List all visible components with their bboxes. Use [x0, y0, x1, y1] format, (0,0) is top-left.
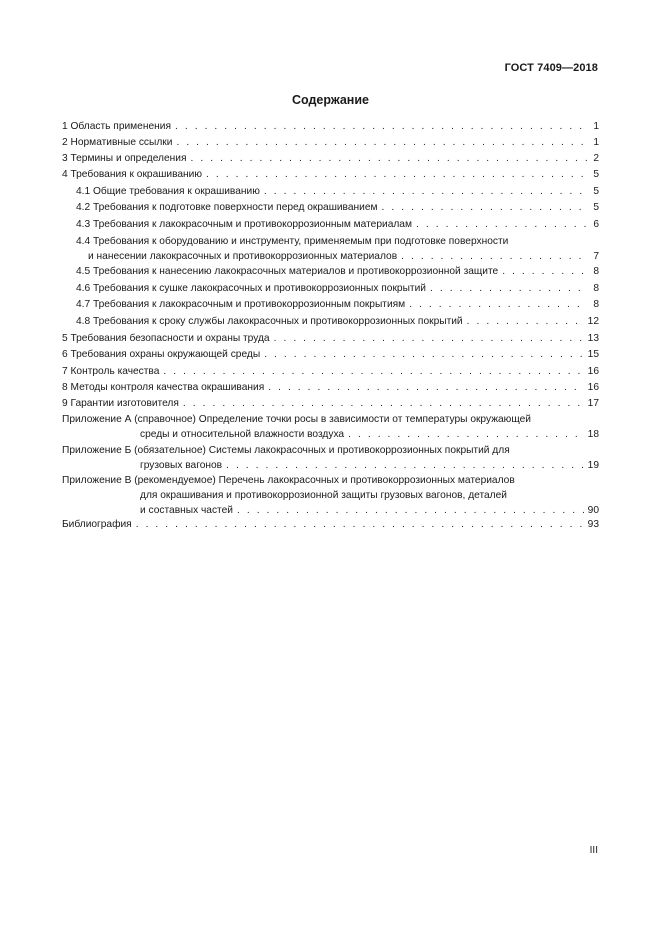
toc-entry[interactable]	[62, 396, 599, 411]
toc-entry-title: 4.5 Требования к нанесению лакокрасочных материалов и противокоррозионной защите	[76, 266, 499, 277]
toc-entry-page: 16	[587, 366, 599, 377]
toc-entry-title: 4.4 Требования к оборудованию и инструменту, применяемым при подготовке поверхности	[76, 236, 509, 247]
dot-leader	[206, 167, 587, 182]
toc-subentry[interactable]	[62, 234, 599, 264]
toc-entry-page: 1	[593, 121, 599, 132]
toc-entry-page: 90	[587, 505, 599, 516]
toc-entry-title: 4.8 Требования к сроку службы лакокрасочных и противокоррозионных покрытий	[76, 316, 463, 327]
toc-entry-page: 5	[593, 169, 599, 180]
dot-leader	[190, 151, 587, 166]
toc-entry-page: 15	[587, 349, 599, 360]
toc-entry[interactable]	[62, 347, 599, 362]
toc-entry[interactable]	[62, 167, 599, 182]
dot-leader	[175, 119, 587, 134]
toc-subentry[interactable]	[62, 200, 599, 215]
dot-leader	[226, 458, 584, 473]
toc-appendix-entry[interactable]	[62, 443, 599, 473]
toc-entry-title: 1 Область применения	[62, 121, 171, 132]
toc-entry-page: 19	[587, 460, 599, 471]
toc-entry-title: 2 Нормативные ссылки	[62, 137, 173, 148]
dot-leader	[416, 217, 587, 232]
dot-leader	[409, 297, 587, 312]
dot-leader	[382, 200, 587, 215]
toc-entry-title: 7 Контроль качества	[62, 366, 160, 377]
toc-entry[interactable]	[62, 517, 599, 532]
toc-appendix-entry[interactable]	[62, 473, 599, 518]
toc-entry-title: 8 Методы контроля качества окрашивания	[62, 382, 265, 393]
toc-entry-page: 16	[587, 382, 599, 393]
toc-entry-title-cont: и нанесении лакокрасочных и противокоррозионных материалов	[88, 251, 398, 262]
toc-entry-title: Приложение Б (обязательное) Системы лакокрасочных и противокоррозионных покрытий для	[62, 445, 510, 456]
toc-entry-title-cont: грузовых вагонов	[140, 460, 223, 471]
toc-subentry[interactable]	[62, 314, 599, 329]
toc-subentry[interactable]	[62, 281, 599, 296]
toc-entry-page: 13	[587, 333, 599, 344]
document-id: ГОСТ 7409—2018	[504, 62, 598, 74]
toc-subentry[interactable]	[62, 264, 599, 279]
toc-entry-page: 18	[587, 429, 599, 440]
dot-leader	[401, 249, 587, 264]
toc-entry-page: 5	[593, 202, 599, 213]
toc-entry-page: 93	[587, 519, 599, 530]
toc-entry-page: 17	[587, 398, 599, 409]
toc-entry-page: 7	[593, 251, 599, 262]
toc-entry[interactable]	[62, 135, 599, 150]
toc-entry-title: 4.3 Требования к лакокрасочным и противокоррозионным материалам	[76, 219, 412, 230]
dot-leader	[274, 331, 584, 346]
toc-entry-page: 2	[593, 153, 599, 164]
toc-entry-title: 4.2 Требования к подготовке поверхности перед окрашиванием	[76, 202, 378, 213]
dot-leader	[467, 314, 584, 329]
toc-entry-page: 1	[593, 137, 599, 148]
dot-leader	[502, 264, 587, 279]
toc-entry-page: 8	[593, 299, 599, 310]
toc-entry[interactable]	[62, 151, 599, 166]
toc-entry-title: Приложение В (рекомендуемое) Перечень лакокрасочных и противокоррозионных материалов	[62, 475, 515, 486]
toc-entry-title: 6 Требования охраны окружающей среды	[62, 349, 261, 360]
page-title: Содержание	[291, 93, 369, 107]
dot-leader	[136, 517, 584, 532]
toc-entry[interactable]	[62, 331, 599, 346]
dot-leader	[176, 135, 587, 150]
dot-leader	[163, 364, 583, 379]
dot-leader	[264, 184, 587, 199]
toc-entry-title: Приложение А (справочное) Определение точки росы в зависимости от температуры окружающей	[62, 414, 531, 425]
dot-leader	[237, 503, 584, 518]
toc-subentry[interactable]	[62, 217, 599, 232]
page-number: III	[589, 845, 598, 856]
toc-entry-title: 4 Требования к окрашиванию	[62, 169, 203, 180]
toc-entry-title: 5 Требования безопасности и охраны труда	[62, 333, 270, 344]
toc-entry-page: 6	[593, 219, 599, 230]
toc-entry-title-cont: и составных частей	[140, 505, 233, 516]
dot-leader	[264, 347, 583, 362]
toc-appendix-entry[interactable]	[62, 412, 599, 442]
toc-entry-title: 3 Термины и определения	[62, 153, 187, 164]
dot-leader	[183, 396, 584, 411]
toc-entry-title: 4.7 Требования к лакокрасочным и противокоррозионным покрытиям	[76, 299, 406, 310]
toc-entry-page: 12	[587, 316, 599, 327]
toc-entry-page: 5	[593, 186, 599, 197]
toc-entry-title-cont: для окрашивания и противокоррозионной защиты грузовых вагонов, деталей	[140, 490, 507, 501]
toc-entry-title: 4.6 Требования к сушке лакокрасочных и противокоррозионных покрытий	[76, 283, 426, 294]
toc-subentry[interactable]	[62, 184, 599, 199]
toc-entry[interactable]	[62, 380, 599, 395]
dot-leader	[430, 281, 587, 296]
toc-entry-title: 9 Гарантии изготовителя	[62, 398, 179, 409]
toc-entry-title: Библиография	[62, 519, 132, 530]
dot-leader	[268, 380, 583, 395]
toc-subentry[interactable]	[62, 297, 599, 312]
dot-leader	[348, 427, 584, 442]
toc-entry[interactable]	[62, 364, 599, 379]
toc-entry[interactable]	[62, 119, 599, 134]
toc-entry-title: 4.1 Общие требования к окрашиванию	[76, 186, 260, 197]
toc-entry-page: 8	[593, 283, 599, 294]
toc-entry-title-cont: среды и относительной влажности воздуха	[140, 429, 345, 440]
toc-entry-page: 8	[593, 266, 599, 277]
